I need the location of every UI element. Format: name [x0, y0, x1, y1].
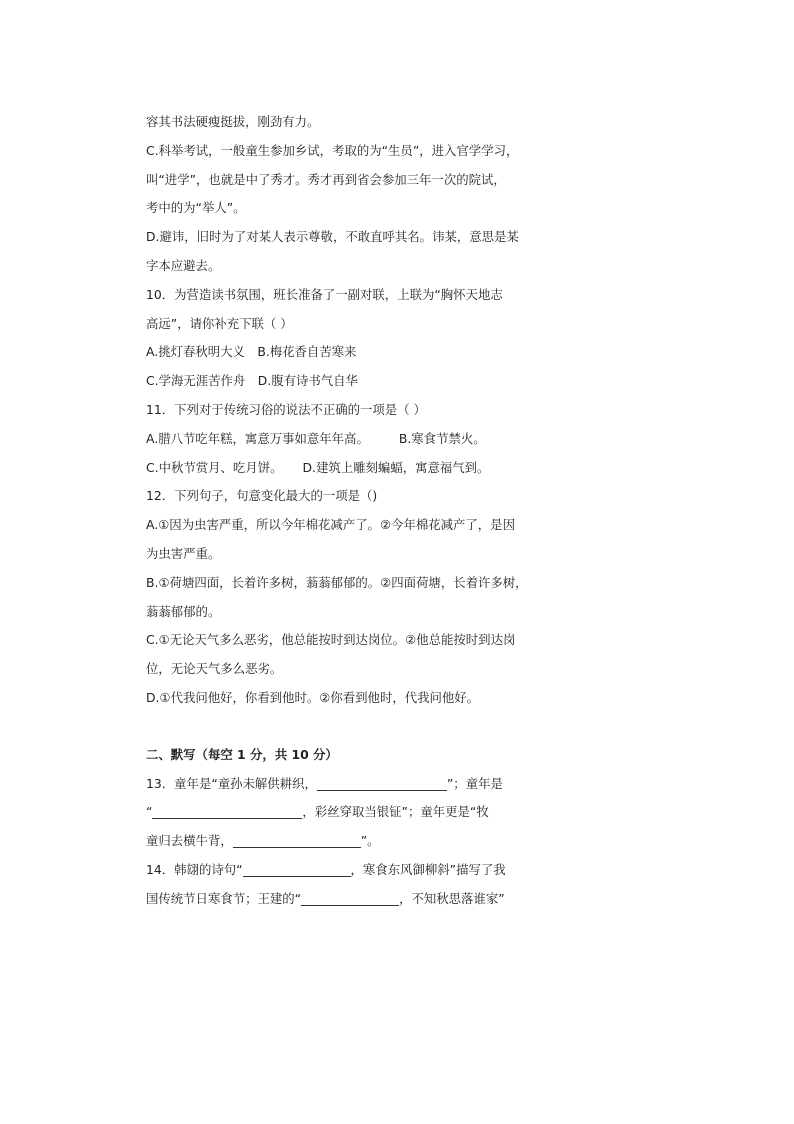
fill-blank-line [146, 827, 486, 856]
option-line [146, 425, 486, 454]
text-line: 11．下列对于传统习俗的说法不正确的一项是（ ） [146, 401, 426, 417]
option-text: B.寒食节禁火。 [398, 430, 486, 446]
prompt-text: ，彩丝穿取当银钲”；童年更是“牧 [302, 804, 489, 820]
text-line: 考中的为“举人”。 [146, 200, 246, 216]
option-text: C.中秋节赏月、吃月饼。 [146, 459, 283, 475]
prompt-text: ”；童年是 [446, 775, 503, 791]
text-line: 12．下列句子，句意变化最大的一项是（) [146, 488, 378, 504]
text-line: 10．为营造读书氛围，班长准备了一副对联，上联为“胸怀天地志 [146, 286, 503, 302]
text-line: B.①荷塘四面，长着许多树，蓊蓊郁郁的。②四面荷塘，长着许多树， [146, 574, 528, 590]
fill-blank-line [146, 856, 506, 885]
text-line: 叫“进学”，也就是中了秀才。秀才再到省会参加三年一次的院试， [146, 171, 506, 187]
prompt-text: 14．韩翃的诗句“ [146, 861, 243, 877]
section-spacer [146, 713, 486, 741]
prompt-text: 童归去横牛背， [146, 833, 233, 849]
text-line: 容其书法硬瘦挺拔，刚劲有力。 [146, 114, 320, 129]
text-line: A.挑灯春秋明大义 B.梅花香自苦寒来 [146, 344, 357, 360]
text-line: 位，无论天气多么恶劣。 [146, 661, 283, 677]
text-line: C.科举考试，一般童生参加乡试，考取的为“生员”，进入官学学习， [146, 142, 519, 158]
document-body [146, 108, 528, 914]
text-line: A.①因为虫害严重，所以今年棉花减产了。②今年棉花减产了，是因 [146, 517, 515, 533]
text-line: 蓊蓊郁郁的。 [146, 603, 221, 619]
text-line: 高远”，请你补充下联（ ） [146, 315, 293, 331]
prompt-text: ”。 [360, 833, 380, 849]
option-text: A.腊八节吃年糕，寓意万事如意年年高。 [146, 430, 369, 446]
text-line: 字本应避去。 [146, 257, 221, 273]
prompt-text: 国传统节日寒食节；王建的“ [146, 890, 302, 906]
fill-blank-line [146, 885, 505, 914]
answer-blank[interactable] [233, 833, 361, 848]
answer-blank[interactable] [243, 862, 351, 877]
fill-blank-line [146, 798, 489, 827]
option-line [146, 454, 490, 483]
text-line: D.避讳，旧时为了对某人表示尊敬，不敢直呼其名。讳某，意思是某 [146, 229, 519, 245]
prompt-text: ，不知秋思落谁家” [399, 890, 505, 906]
fill-blank-line [146, 770, 503, 799]
prompt-text: “ [146, 804, 153, 820]
text-line: D.①代我问他好，你看到他时。②你看到他时，代我问他好。 [146, 689, 480, 705]
section-heading: 二、默写（每空 1 分，共 10 分） [146, 746, 338, 762]
text-line: C.①无论天气多么恶劣，他总能按时到达岗位。②他总能按时到达岗 [146, 632, 516, 648]
prompt-text: 13．童年是“童孙未解供耕织， [146, 775, 317, 791]
text-line: C.学海无涯苦作舟 D.腹有诗书气自华 [146, 373, 358, 389]
text-line: 为虫害严重。 [146, 545, 221, 561]
answer-blank[interactable] [317, 776, 447, 791]
option-text: D.建筑上雕刻蝙蝠，寓意福气到。 [302, 459, 490, 475]
answer-blank[interactable] [152, 804, 302, 819]
prompt-text: ，寒食东风御柳斜”描写了我 [350, 861, 506, 877]
answer-blank[interactable] [301, 891, 399, 906]
